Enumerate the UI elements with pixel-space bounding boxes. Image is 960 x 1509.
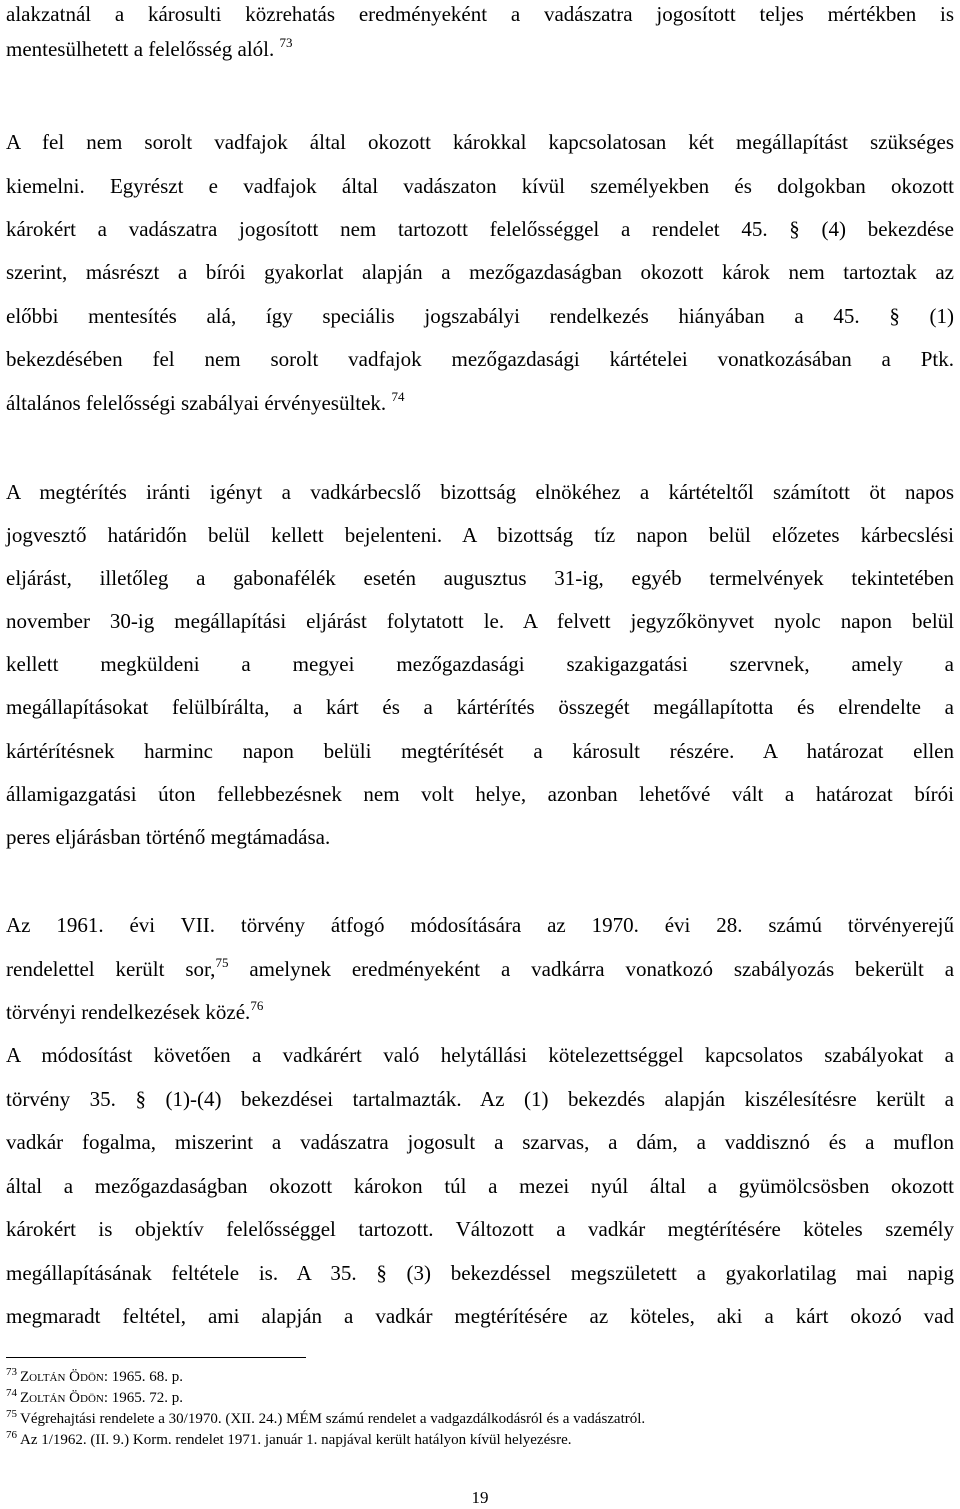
body-text-line: szerint, másrészt a bírói gyakorlat alapján a mezőgazdaságban okozott károk nem tartoztak az [6,260,954,284]
body-text-line: peres eljárásban történő megtámadása. [6,825,331,849]
footnote-number: 75 [6,1408,17,1420]
footnote [6,1409,645,1429]
body-text-line: A fel nem sorolt vadfajok által okozott károkkal kapcsolatosan két megállapítást szükséges [6,130,954,154]
body-text-line: bekezdésében fel nem sorolt vadfajok mezőgazdasági kártételei vonatkozásában a Ptk. [6,347,954,371]
footnote: $^{73}$ Zoltán Ödön: 1965. 68. p. [6,1366,184,1385]
body-text-line: törvény 35. § (1)-(4) bekezdései tartalmazták. Az (1) bekezdés alapján kiszélesítésre került a [6,1087,954,1111]
footnote-number: 76 [6,1429,17,1441]
body-text-line: rendelettel került sor,$^{75}$ amelynek eredményeként a vadkárra vonatkozó szabályozás bekerült a [6,955,955,981]
footnote-text: Az 1/1962. (II. 9.) Korm. rendelet 1971. január 1. napjával került hatályon kívül helyezésre. [20,1432,572,1448]
page-number: 19 [471,1488,489,1507]
body-text-line: törvényi rendelkezések közé.$^{76}$ [6,998,264,1024]
body-text-line: kiemelni. Egyrészt e vadfajok által vadászaton kívül személyekben és dolgokban okozott [6,174,954,198]
body-text-line: károkért is objektív felelősséggel tartozott. Változott a vadkár megtérítésére köteles személy [6,1217,954,1241]
body-text-line: A megtérítés iránti igényt a vadkárbecslő bizottság elnökéhez a kártételtől számított öt napos [6,480,954,504]
body-text-line: által a mezőgazdaságban okozott károkon túl a mezei nyúl által a gyümölcsösben okozott [6,1174,954,1198]
body-text-line: megállapításokat felülbírálta, a kárt és a kártérítés összegét megállapította és elrendelte a [6,695,954,719]
footnote: $^{74}$ Zoltán Ödön: 1965. 72. p. [6,1387,184,1406]
body-text-line: megmaradt feltétel, ami alapján a vadkár megtérítésére az köteles, aki a kárt okozó vad [6,1304,954,1328]
footnote-ref[interactable]: 76 [250,998,264,1013]
footnote-ref[interactable]: 75 [215,955,229,970]
body-text-line: államigazgatási úton fellebbezésnek nem volt helye, azonban lehetővé vált a határozat bírói [6,782,954,806]
body-text-line: megállapításának feltétele is. A 35. § (3) bekezdéssel megszületett a gyakorlatilag mai napig [6,1261,954,1285]
footnote-number: 74 [6,1387,17,1399]
body-text-line: Az 1961. évi VII. törvény átfogó módosítására az 1970. évi 28. számú törvényerejű [6,913,954,937]
body-text-line: károkért a vadászatra jogosított nem tartozott felelősséggel a rendelet 45. § (4) bekezdése [6,217,954,241]
footnote-ref[interactable]: 74 [391,389,405,404]
body-text-line: vadkár fogalma, miszerint a vadászatra jogosult a szarvas, a dám, a vaddisznó és a muflon [6,1130,954,1154]
body-text-line: alakzatnál a károsulti közrehatás eredményeként a vadászatra jogosított teljes mértékben is [6,2,954,26]
body-text-line: mentesülhetett a felelősség alól. $^{73}$ [6,35,293,61]
body-text-line: eljárást, illetőleg a gabonafélék esetén augusztus 31-ig, egyéb termelvények tekintetében [6,566,954,590]
body-text-line: előbbi mentesítés alá, így speciális jogszabályi rendelkezés hiányában a 45. § (1) [6,304,954,328]
body-text-line: kártérítésnek harminc napon belüli megtérítését a károsult részére. A határozat ellen [6,739,954,763]
body-text-line: A módosítást követően a vadkárért való helytállási kötelezettséggel kapcsolatos szabályokat a [6,1043,954,1067]
body-text-line: általános felelősségi szabályai érvényesültek. $^{74}$ [6,389,405,415]
body-text-line: kellett megküldeni a megyei mezőgazdasági szakigazgatási szervnek, amely a [6,652,954,676]
body-text-line: november 30-ig megállapítási eljárást folytatott le. A felvett jegyzőkönyvet nyolc napon belül [6,609,954,633]
footnote-author: Zoltán Ödön [20,1369,104,1385]
footnote [6,1430,571,1450]
footnote-author: Zoltán Ödön [20,1390,104,1406]
footnote-text: Végrehajtási rendelete a 30/1970. (XII. 24.) MÉM számú rendelet a vadgazdálkodásról és a vadászatról. [20,1411,646,1427]
footnote-ref[interactable]: 73 [279,35,293,50]
body-text-line: jogvesztő határidőn belül kellett bejelenteni. A bizottság tíz napon belül előzetes kárbecslési [6,523,954,547]
footnote-separator [6,1357,306,1358]
footnote-number: 73 [6,1366,17,1378]
